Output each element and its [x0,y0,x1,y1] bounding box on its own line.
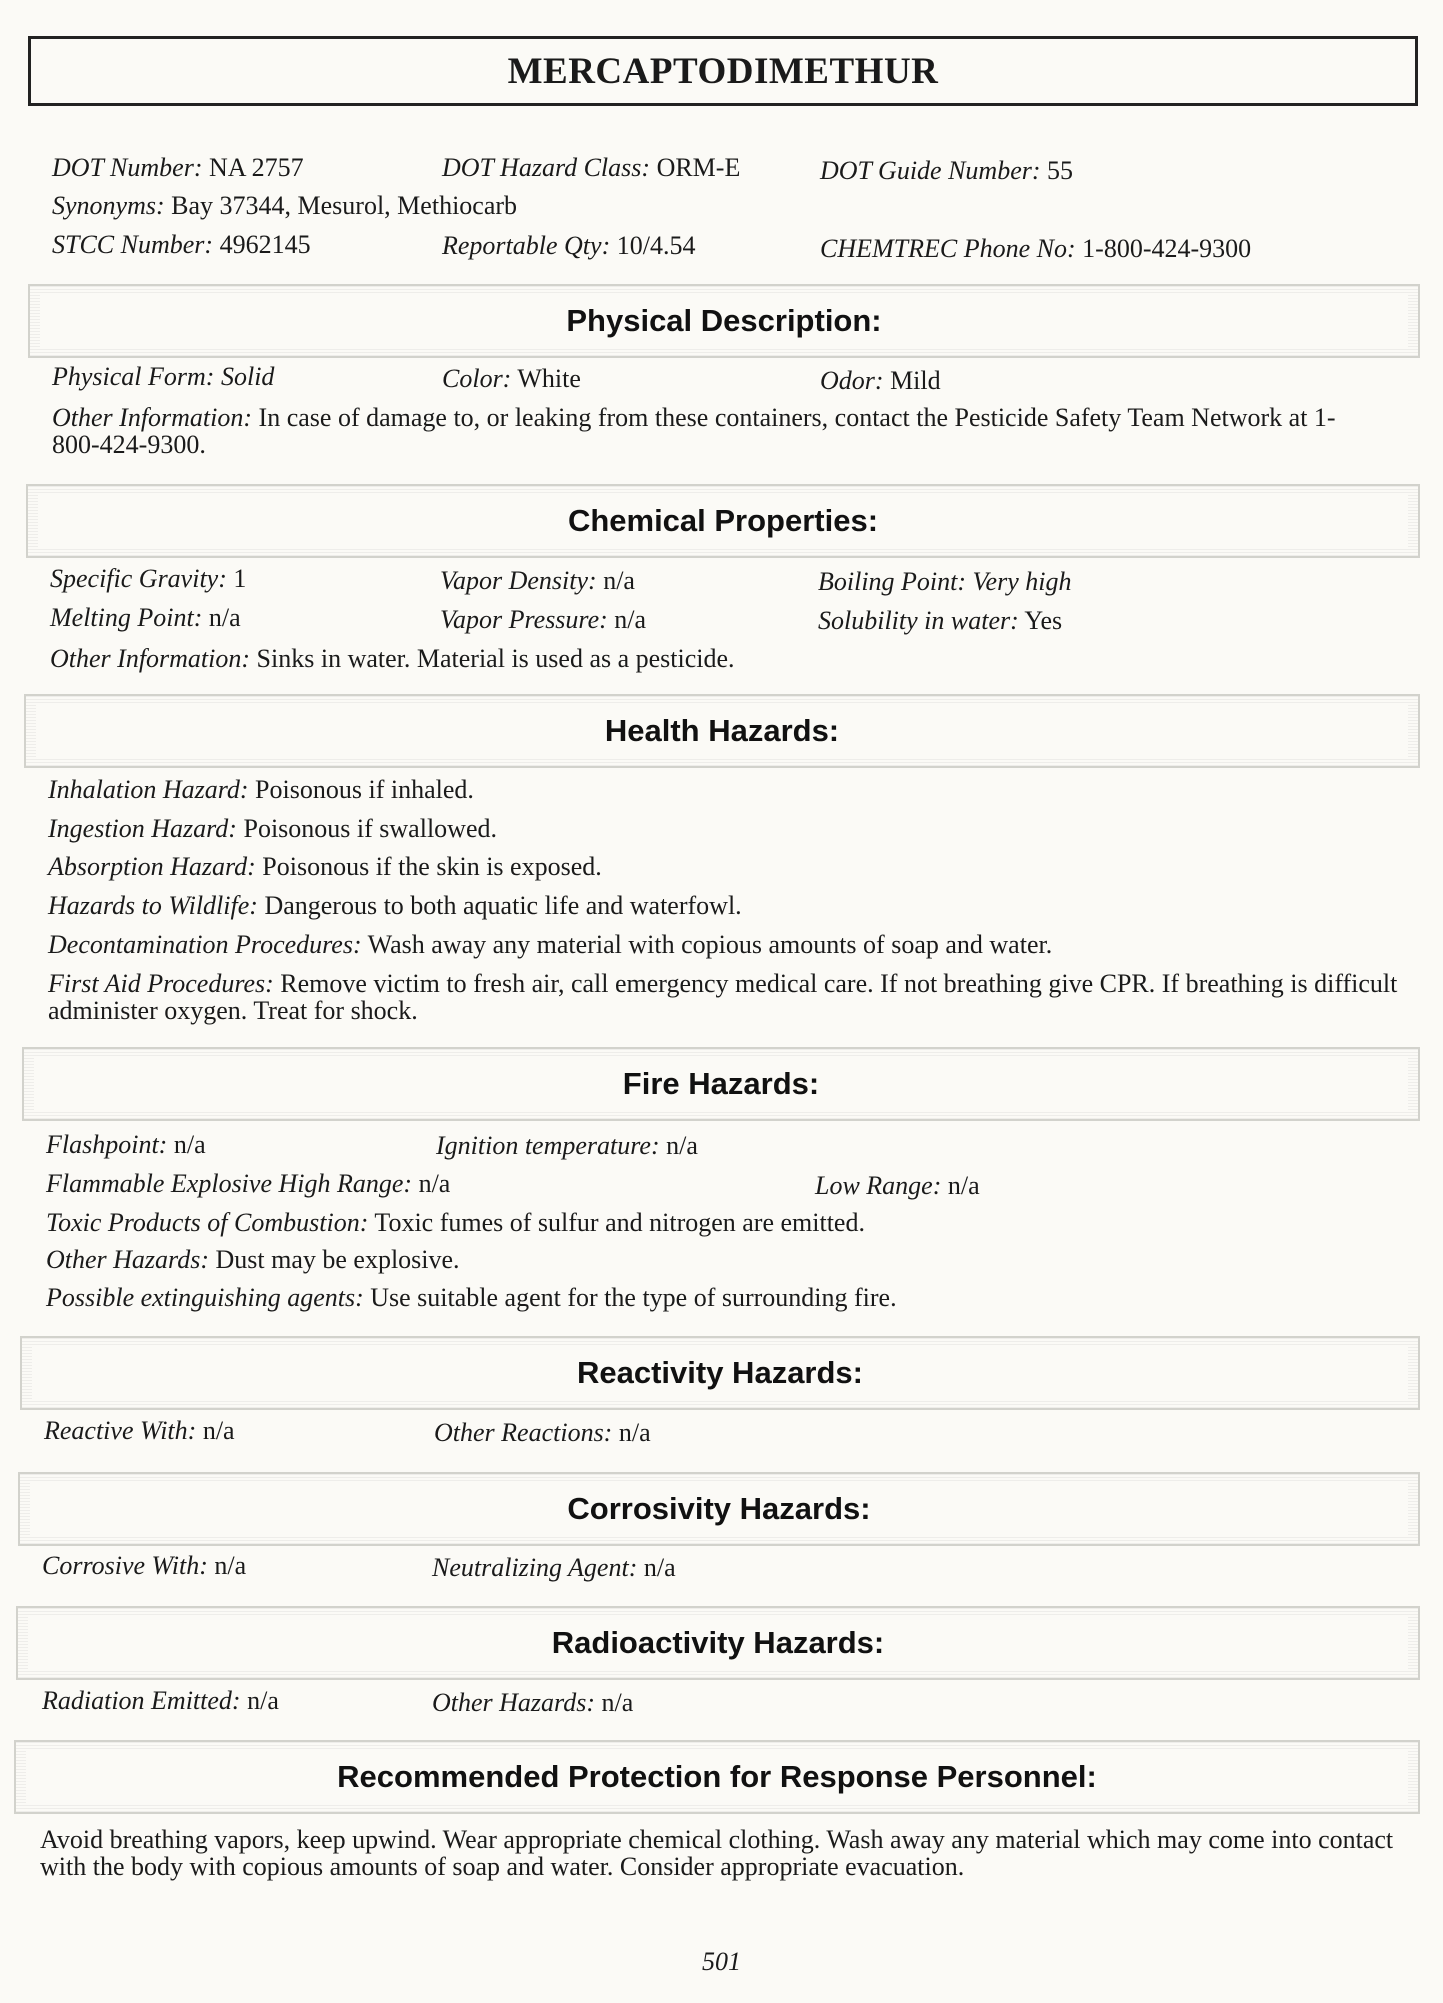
physical-other-information: Other Information: In case of damage to, or leaking from these containers, contact the Pesticide Safety Team Network at 1-800-424-9300. [52,403,1336,459]
other-hazards: Other Hazards: Dust may be explosive. [46,1245,460,1274]
radiation-emitted: Radiation Emitted: n/a [42,1686,279,1715]
first-aid-procedures: First Aid Procedures: Remove victim to fresh air, call emergency medical care. If not breathing give CPR. If breathing is difficult administer oxygen. Treat for shock. [48,969,1398,1025]
ignition-temperature: Ignition temperature: n/a [436,1131,698,1160]
vapor-density: Vapor Density: n/a [440,566,635,595]
hazards-to-wildlife: Hazards to Wildlife: Dangerous to both aquatic life and waterfowl. [48,891,742,920]
dot-guide-number: DOT Guide Number: 55 [820,156,1074,185]
reactive-with: Reactive With: n/a [44,1416,235,1445]
section-reactivity-hazards [20,1336,1420,1410]
section-chemical-properties [26,484,1420,558]
radioactivity-other-hazards: Other Hazards: n/a [432,1688,634,1717]
other-reactions: Other Reactions: n/a [434,1418,651,1447]
low-range: Low Range: n/a [815,1171,980,1200]
neutralizing-agent: Neutralizing Agent: n/a [432,1553,676,1582]
section-heading: Recommended Protection for Response Personnel: [337,1759,1097,1794]
decontamination-procedures: Decontamination Procedures: Wash away any material with copious amounts of soap and water. [48,930,1053,959]
section-heading: Reactivity Hazards: [576,1355,863,1390]
color: Color: White [442,364,581,393]
synonyms: Synonyms: Bay 37344, Mesurol, Methiocarb [52,191,518,220]
odor: Odor: Mild [820,366,941,395]
flammable-explosive-high-range: Flammable Explosive High Range: n/a [46,1169,451,1198]
dot-number: DOT Number: NA 2757 [52,153,304,182]
title-box [28,36,1418,106]
section-heading: Physical Description: [566,303,882,338]
solubility-in-water: Solubility in water: Yes [818,606,1063,635]
physical-form: Physical Form: Solid [52,362,275,391]
chemtrec-phone: CHEMTREC Phone No: 1-800-424-9300 [820,234,1252,263]
stcc-number: STCC Number: 4962145 [52,230,311,259]
melting-point: Melting Point: n/a [50,603,241,632]
section-heading: Corrosivity Hazards: [567,1491,871,1526]
section-heading: Fire Hazards: [622,1066,820,1101]
section-heading: Radioactivity Hazards: [551,1625,885,1660]
flashpoint: Flashpoint: n/a [46,1130,206,1159]
page-number: 501 [702,1947,741,1976]
section-recommended-protection [14,1740,1420,1814]
inhalation-hazard: Inhalation Hazard: Poisonous if inhaled. [48,775,474,804]
ingestion-hazard: Ingestion Hazard: Poisonous if swallowed. [48,814,497,843]
absorption-hazard: Absorption Hazard: Poisonous if the skin is exposed. [48,852,602,881]
section-heading: Chemical Properties: [567,503,879,538]
reportable-qty: Reportable Qty: 10/4.54 [442,231,696,260]
toxic-products-of-combustion: Toxic Products of Combustion: Toxic fumes of sulfur and nitrogen are emitted. [46,1208,865,1237]
boiling-point: Boiling Point: Very high [818,567,1072,596]
section-corrosivity-hazards [18,1472,1420,1546]
dot-hazard-class: DOT Hazard Class: ORM-E [442,153,741,182]
chemical-other-information: Other Information: Sinks in water. Material is used as a pesticide. [50,644,735,673]
possible-extinguishing-agents: Possible extinguishing agents: Use suitable agent for the type of surrounding fire. [46,1283,897,1312]
section-fire-hazards [22,1047,1420,1121]
section-radioactivity-hazards [16,1606,1420,1680]
protection-text: Avoid breathing vapors, keep upwind. Wear appropriate chemical clothing. Wash away any material which may come into contact with the body with copious amounts of soap and water. Consider appropriate evacuation. [40,1825,1394,1881]
specific-gravity: Specific Gravity: 1 [50,564,247,593]
vapor-pressure: Vapor Pressure: n/a [440,605,647,634]
section-health-hazards [24,694,1420,768]
corrosive-with: Corrosive With: n/a [42,1551,247,1580]
section-physical-description [28,284,1420,358]
page-title: MERCAPTODIMETHUR [507,50,939,92]
section-heading: Health Hazards: [604,713,840,748]
